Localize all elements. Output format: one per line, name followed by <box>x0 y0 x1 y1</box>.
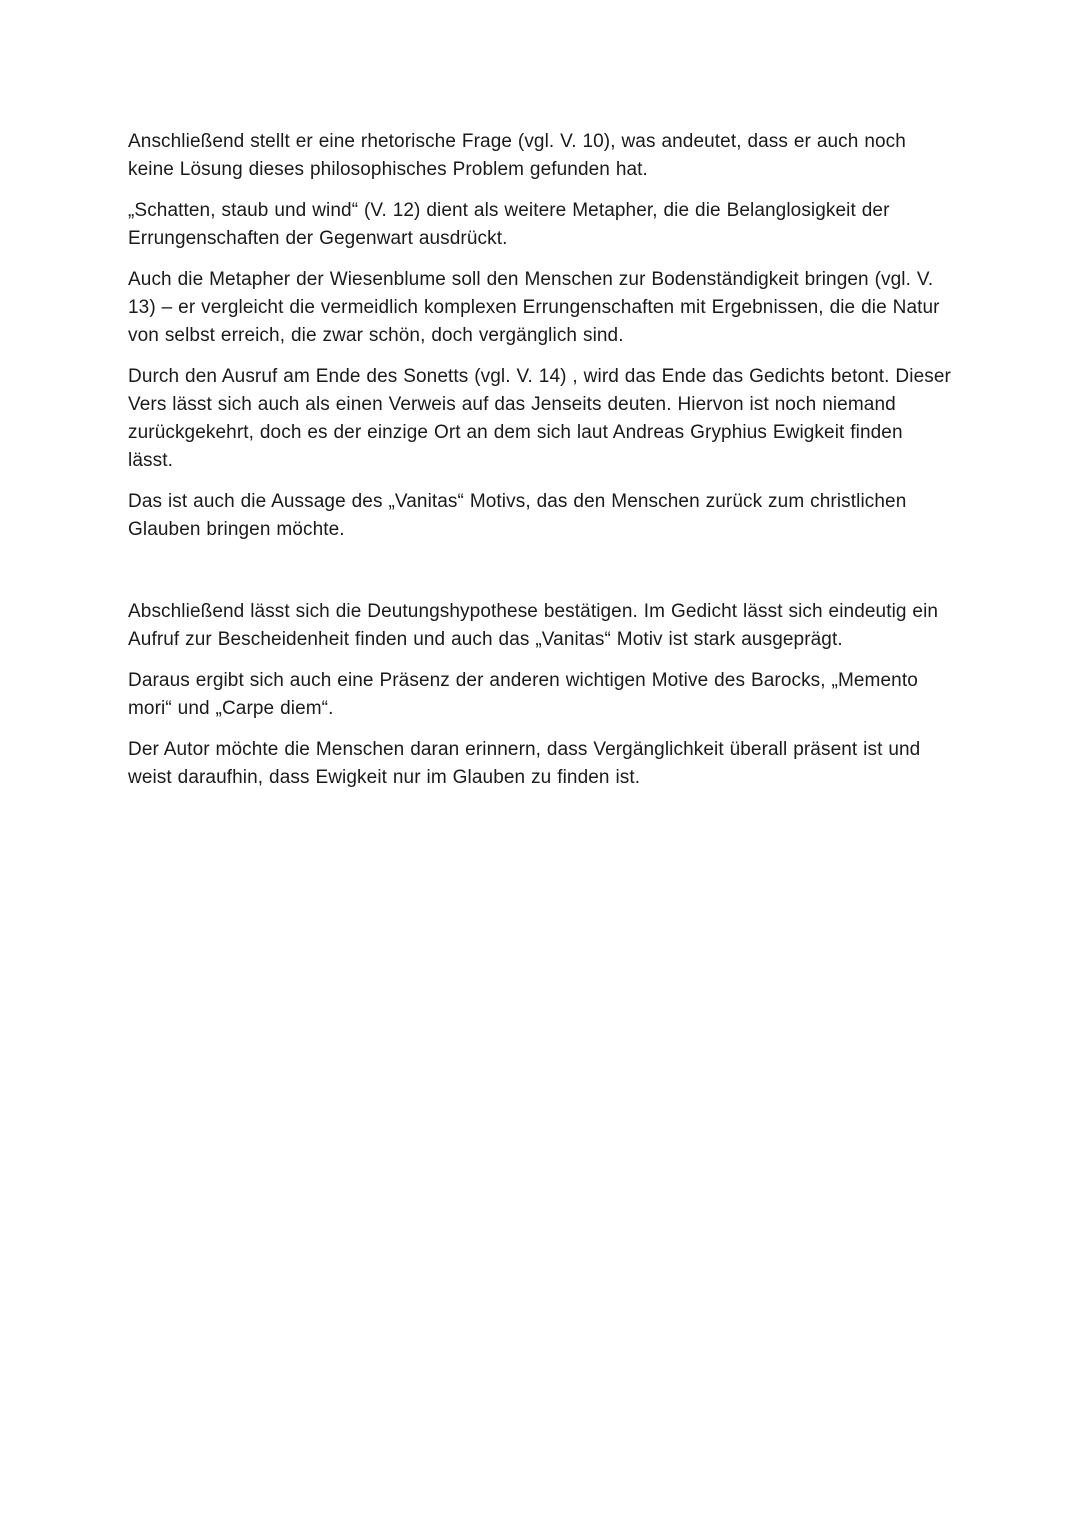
paragraph-vanitas-aussage: Das ist auch die Aussage des „Vanitas“ Motivs, das den Menschen zurück zum christlichen Glauben bringen möchte. <box>128 491 907 540</box>
paragraph-deutungshypothese-fazit: Abschließend lässt sich die Deutungshypothese bestätigen. Im Gedicht lässt sich eindeutig ein Aufruf zur Bescheidenheit finden und auch das „Vanitas“ Motiv ist stark ausgeprägt. <box>128 601 939 650</box>
document-text-block <box>128 128 952 805</box>
paragraph-barock-motive: Daraus ergibt sich auch eine Präsenz der anderen wichtigen Motive des Barocks, „Memento mori“ und „Carpe diem“. <box>128 670 918 719</box>
paragraph-autor-absicht: Der Autor möchte die Menschen daran erinnern, dass Vergänglichkeit überall präsent ist und weist daraufhin, dass Ewigkeit nur im Glauben zu finden ist. <box>128 739 921 788</box>
paragraph-rhetorische-frage: Anschließend stellt er eine rhetorische Frage (vgl. V. 10), was andeutet, dass er auch noch keine Lösung dieses philosophisches Problem gefunden hat. <box>128 131 906 180</box>
paragraph-schatten-staub-wind: „Schatten, staub und wind“ (V. 12) dient als weitere Metapher, die die Belanglosigkeit der Errungenschaften der Gegenwart ausdrückt. <box>128 200 890 249</box>
paragraph-ausruf-sonett-ende: Durch den Ausruf am Ende des Sonetts (vgl. V. 14) , wird das Ende das Gedichts betont. Dieser Vers lässt sich auch als einen Verweis auf das Jenseits deuten. Hiervon ist noch niemand zurückgekehrt, doch es der einzige Ort an dem sich laut Andreas Gryphius Ewigkeit finden lässt. <box>128 366 951 471</box>
paragraph-wiesenblume-metapher: Auch die Metapher der Wiesenblume soll den Menschen zur Bodenständigkeit bringen (vgl. V. 13) – er vergleicht die vermeidlich komplexen Errungenschaften mit Ergebnissen, die die Natur von selbst erreich, die zwar schön, doch vergänglich sind. <box>128 269 940 346</box>
